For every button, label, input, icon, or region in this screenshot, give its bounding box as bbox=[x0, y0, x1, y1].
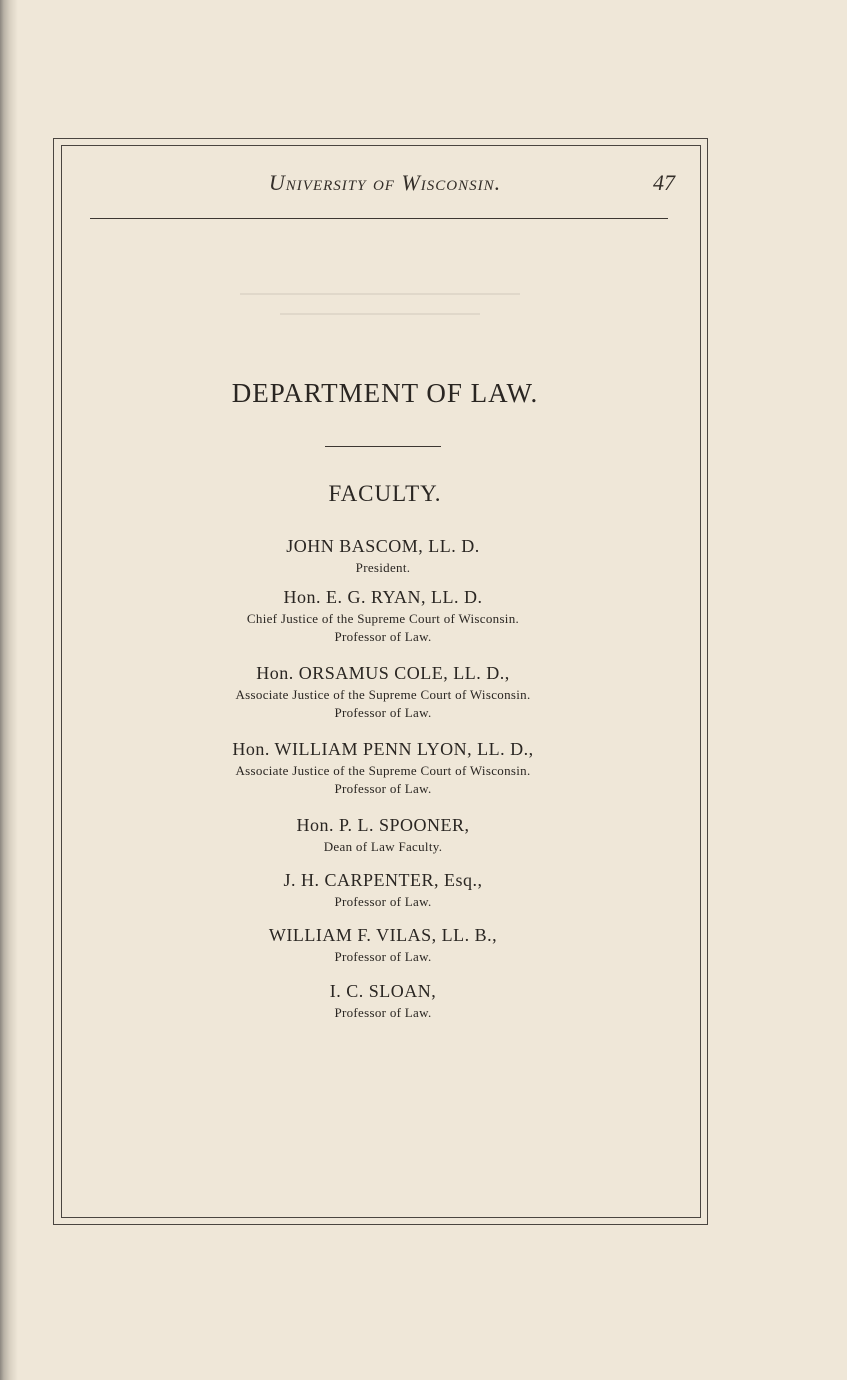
faculty-title: Associate Justice of the Supreme Court of Wisconsin. bbox=[235, 763, 531, 778]
faculty-name: I. C. SLOAN, bbox=[329, 981, 437, 1001]
faculty-title: Professor of Law. bbox=[334, 1005, 432, 1020]
header-rule bbox=[90, 218, 668, 219]
faculty-entry bbox=[150, 812, 616, 867]
faculty-title: Professor of Law. bbox=[334, 781, 432, 796]
running-header: University of Wisconsin. bbox=[268, 170, 502, 195]
page-number: 47 bbox=[653, 170, 675, 195]
faculty-entry bbox=[150, 584, 616, 660]
faculty-name: Hon. E. G. RYAN, LL. D. bbox=[283, 587, 483, 607]
faculty-title: Professor of Law. bbox=[334, 949, 432, 964]
section-title: FACULTY. bbox=[328, 481, 442, 506]
faculty-name: JOHN BASCOM, LL. D. bbox=[286, 536, 480, 556]
faculty-entry bbox=[150, 867, 616, 922]
faculty-name: J. H. CARPENTER, Esq., bbox=[283, 870, 483, 890]
faculty-title: Chief Justice of the Supreme Court of Wisconsin. bbox=[246, 611, 520, 626]
faculty-entry bbox=[150, 533, 616, 584]
faculty-title: Associate Justice of the Supreme Court of Wisconsin. bbox=[235, 687, 531, 702]
faculty-title: Dean of Law Faculty. bbox=[323, 839, 443, 854]
faculty-name: WILLIAM F. VILAS, LL. B., bbox=[268, 925, 498, 945]
faculty-entry bbox=[150, 922, 616, 978]
binding-shadow bbox=[0, 0, 18, 1380]
faculty-title: President. bbox=[355, 560, 411, 575]
faculty-name: Hon. ORSAMUS COLE, LL. D., bbox=[256, 663, 510, 683]
faculty-name: Hon. WILLIAM PENN LYON, LL. D., bbox=[232, 739, 534, 759]
department-title: DEPARTMENT OF LAW. bbox=[231, 378, 539, 408]
faculty-title: Professor of Law. bbox=[334, 705, 432, 720]
faculty-title: Professor of Law. bbox=[334, 894, 432, 909]
faculty-title: Professor of Law. bbox=[334, 629, 432, 644]
faculty-entry bbox=[150, 978, 616, 1028]
title-divider bbox=[325, 446, 441, 447]
faculty-name: Hon. P. L. SPOONER, bbox=[296, 815, 470, 835]
faculty-entry bbox=[150, 736, 616, 812]
faculty-entry bbox=[150, 660, 616, 736]
faculty-list bbox=[150, 533, 616, 1028]
